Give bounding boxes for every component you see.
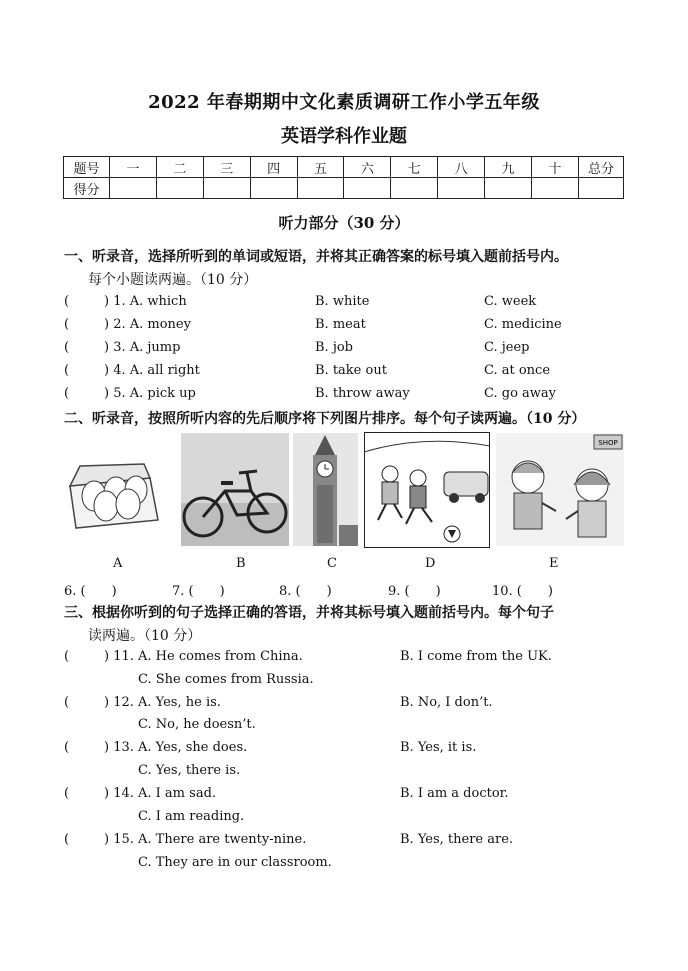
question-option-a: ) 15. A. There are twenty-nine. [104, 832, 307, 847]
question-option-a: ) 11. A. He comes from China. [104, 649, 303, 664]
score-table-header-row [64, 157, 624, 178]
question-option-a: ) 13. A. Yes, she does. [104, 740, 248, 755]
answer-blank-10[interactable]: 10. ( ) [492, 584, 553, 599]
question-paren[interactable]: ( [64, 317, 70, 332]
part3-instruction-line2: 读两遍。（10 分） [88, 628, 202, 644]
question-option-b: B. meat [315, 317, 366, 332]
question-paren[interactable]: ( [64, 386, 70, 401]
picture-label-b: B [236, 556, 246, 571]
eggs-basket-picture [66, 446, 162, 530]
kids-crossing-road-picture [364, 432, 490, 548]
answer-blank-8[interactable]: 8. ( ) [279, 584, 332, 599]
cell: 二 [156, 157, 203, 178]
cell: 六 [344, 157, 391, 178]
question-option-b: B. Yes, there are. [400, 832, 514, 847]
score-cell[interactable] [485, 178, 532, 199]
score-cell[interactable] [344, 178, 391, 199]
question-paren[interactable]: ( [64, 695, 70, 710]
question-paren[interactable]: ( [64, 740, 70, 755]
score-cell[interactable] [579, 178, 624, 199]
question-option-b: B. throw away [315, 386, 410, 401]
answer-blank-7[interactable]: 7. ( ) [172, 584, 225, 599]
question-option-c: C. They are in our classroom. [138, 855, 332, 870]
question-option-b: B. I am a doctor. [400, 786, 509, 801]
cell: 题号 [64, 157, 110, 178]
question-option-b: B. I come from the UK. [400, 649, 552, 664]
question-option-b: B. job [315, 340, 353, 355]
score-cell[interactable] [203, 178, 250, 199]
part2-instruction: 二、听录音，按照所听内容的先后顺序将下列图片排序。每个句子读两遍。（10 分） [64, 411, 586, 427]
exam-subtitle: 英语学科作业题 [281, 126, 407, 147]
question-option-a: ) 2. A. money [104, 317, 191, 332]
picture-label-c: C [327, 556, 337, 571]
answer-blank-9[interactable]: 9. ( ) [388, 584, 441, 599]
question-option-a: ) 12. A. Yes, he is. [104, 695, 221, 710]
question-option-a: ) 4. A. all right [104, 363, 200, 378]
cell: 总分 [579, 157, 624, 178]
part1-instruction-line1: 一、听录音，选择所听到的单词或短语，并将其正确答案的标号填入题前括号内。 [64, 249, 568, 265]
picture-label-d: D [425, 556, 436, 571]
question-paren[interactable]: ( [64, 649, 70, 664]
question-option-a: ) 1. A. which [104, 294, 187, 309]
part1-instruction-line2: 每个小题读两遍。（10 分） [88, 272, 258, 288]
bicycle-picture [181, 433, 289, 546]
question-paren[interactable]: ( [64, 786, 70, 801]
question-option-c: C. at once [484, 363, 551, 378]
cell: 九 [485, 157, 532, 178]
shop-sign: SHOP [598, 439, 618, 447]
question-option-c: C. jeep [484, 340, 530, 355]
question-option-b: B. No, I don’t. [400, 695, 493, 710]
picture-label-e: E [549, 556, 559, 571]
score-table [63, 156, 624, 199]
cell: 四 [250, 157, 297, 178]
cell: 五 [297, 157, 344, 178]
score-table-score-row [64, 178, 624, 199]
question-paren[interactable]: ( [64, 340, 70, 355]
question-option-b: B. white [315, 294, 370, 309]
question-option-c: C. I am reading. [138, 809, 245, 824]
question-option-c: C. week [484, 294, 537, 309]
children-talking-picture [496, 433, 624, 546]
question-option-c: C. Yes, there is. [138, 763, 241, 778]
score-cell[interactable] [297, 178, 344, 199]
score-cell[interactable] [250, 178, 297, 199]
picture-label-a: A [113, 556, 123, 571]
cell: 十 [532, 157, 579, 178]
cell: 七 [391, 157, 438, 178]
question-option-b: B. take out [315, 363, 387, 378]
big-ben-picture [293, 433, 358, 546]
score-cell[interactable] [110, 178, 157, 199]
part3-instruction-line1: 三、根据你听到的句子选择正确的答语，并将其标号填入题前括号内。每个句子 [64, 605, 554, 621]
cell: 三 [203, 157, 250, 178]
score-cell[interactable] [438, 178, 485, 199]
cell: 得分 [64, 178, 110, 199]
question-option-c: C. She comes from Russia. [138, 672, 314, 687]
question-paren[interactable]: ( [64, 363, 70, 378]
question-option-a: ) 5. A. pick up [104, 386, 196, 401]
question-option-a: ) 3. A. jump [104, 340, 181, 355]
score-cell[interactable] [532, 178, 579, 199]
question-option-c: C. No, he doesn’t. [138, 717, 256, 732]
question-paren[interactable]: ( [64, 294, 70, 309]
question-option-c: C. medicine [484, 317, 562, 332]
score-cell[interactable] [156, 178, 203, 199]
question-option-a: ) 14. A. I am sad. [104, 786, 217, 801]
answer-blank-6[interactable]: 6. ( ) [64, 584, 117, 599]
cell: 一 [110, 157, 157, 178]
question-option-b: B. Yes, it is. [400, 740, 477, 755]
exam-title: 2022 年春期期中文化素质调研工作小学五年级 [148, 92, 540, 113]
question-option-c: C. go away [484, 386, 557, 401]
question-paren[interactable]: ( [64, 832, 70, 847]
cell: 八 [438, 157, 485, 178]
listening-section-title: 听力部分（30 分） [278, 214, 410, 232]
score-cell[interactable] [391, 178, 438, 199]
